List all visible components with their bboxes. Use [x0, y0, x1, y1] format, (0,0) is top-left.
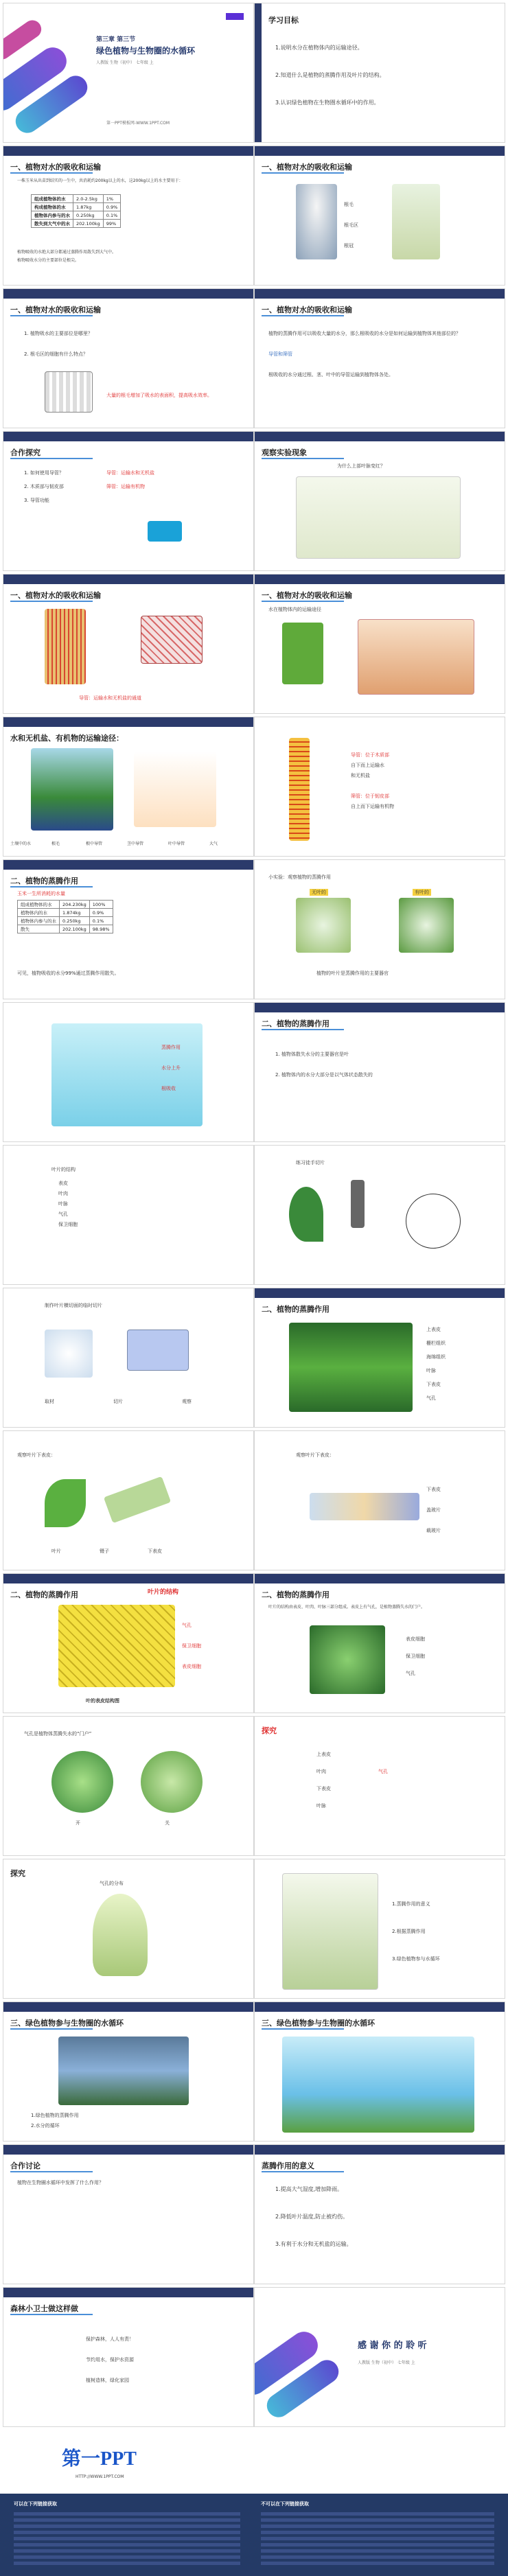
label: 下表皮 — [426, 1487, 441, 1492]
top-bar — [3, 146, 253, 156]
flow-step: 取材 — [45, 1399, 54, 1404]
top-bar — [255, 1288, 505, 1298]
conclusion: 导管：运输水和无机盐的通道 — [79, 695, 141, 701]
section-title: 森林小卫士做这样做 — [10, 2304, 78, 2313]
section-title: 合作探究 — [10, 448, 41, 457]
water-table: 组成植物体的水 204.230kg 100% 植物体内的水 1.874kg 0.9% 植物体内参与的水 0.250kg 0.1% 散失 202.100kg 98.98% — [17, 900, 113, 933]
flow-step: 叶中导管 — [168, 842, 185, 846]
water-table: 组成植物体的水 2.0-2.5kg 1% 构成植物体的水 1.87kg 0.9% 植物体内参与的水 0.250kg 0.1% 散失到大气中的水 202.100kg 99% — [31, 194, 121, 228]
item: 叶肉 — [316, 1769, 326, 1774]
title-underline — [10, 2171, 93, 2172]
subtitle: 气孔是植物体蒸腾失水的“门户” — [24, 1731, 92, 1737]
item: 和无机盐 — [351, 773, 370, 778]
stomata-closed — [141, 1751, 203, 1813]
slide-32[interactable] — [254, 2144, 505, 2284]
blade-icon — [351, 1180, 365, 1228]
question: 为什么上部叶脉变红？ — [337, 463, 385, 469]
label: 根冠 — [344, 243, 354, 248]
edition-label: 人教版 生物（初中） 七年级 上 — [96, 60, 154, 65]
slide-goals[interactable] — [254, 3, 505, 143]
section-title: 一、植物对水的吸收和运输 — [10, 591, 101, 600]
slide-12[interactable] — [254, 717, 505, 857]
item: 保卫细胞 — [58, 1222, 78, 1227]
slide-15[interactable] — [3, 1002, 254, 1142]
plant-no-leaf — [296, 898, 351, 953]
slide-7[interactable] — [3, 431, 254, 571]
thanks-text: 感 谢 你 的 聆 听 — [358, 2341, 427, 2351]
top-bar — [255, 432, 505, 441]
label: 有叶的 — [413, 889, 431, 896]
item: 筛管：位于韧皮部 — [351, 793, 389, 799]
section-title: 一、植物对水的吸收和运输 — [262, 305, 352, 314]
description: 叶片的结构由表皮、叶肉、叶脉三部分组成。表皮上有气孔，是植物蒸腾失水的门户。 — [268, 1605, 426, 1610]
item: 表皮 — [58, 1181, 68, 1186]
slide-23[interactable] — [3, 1573, 254, 1713]
top-bar — [3, 289, 253, 299]
flow-step: 茎中导管 — [127, 842, 144, 846]
goal-item: 1.说明水分在植物体内的运输途径。 — [275, 45, 363, 51]
top-bar — [255, 289, 505, 299]
section-diagram — [358, 619, 474, 695]
label: 叶片 — [51, 1548, 61, 1554]
stomata-image — [310, 1625, 385, 1694]
root-tip-image — [296, 184, 337, 259]
item: 1.绿色植物的蒸腾作用 — [31, 2113, 79, 2118]
section-title: 二、植物的蒸腾作用 — [10, 877, 78, 885]
label: 无叶的 — [310, 889, 328, 896]
top-bar — [255, 1003, 505, 1012]
section-title: 探究 — [10, 1869, 25, 1878]
goals-title: 学习目标 — [268, 16, 299, 25]
slide-22[interactable] — [254, 1430, 505, 1570]
top-bar — [255, 2002, 505, 2012]
title-underline — [10, 458, 93, 459]
dish-icon — [406, 1194, 461, 1249]
slide-14[interactable] — [254, 859, 505, 999]
slide-18[interactable] — [254, 1145, 505, 1285]
slide-6[interactable] — [254, 288, 505, 428]
slide-image — [45, 1330, 93, 1378]
stem-image — [289, 738, 310, 841]
top-bar — [3, 432, 253, 441]
title-underline — [10, 315, 93, 316]
leaf-image — [282, 623, 323, 684]
slide-24[interactable] — [254, 1573, 505, 1713]
section-title: 二、植物的蒸腾作用 — [262, 1590, 330, 1599]
label: 保卫细胞 — [182, 1643, 201, 1649]
slide-image — [127, 1330, 189, 1371]
item: 3. 导管功能 — [24, 498, 49, 503]
label: 保卫细胞 — [406, 1653, 425, 1659]
section-title: 观察实验现象 — [262, 448, 307, 457]
cover-title: 绿色植物与生物圈的水循环 — [96, 46, 196, 56]
item: 1. 如何使用导管？ — [24, 470, 64, 476]
slide-17[interactable] — [3, 1145, 254, 1285]
section-title: 三、绿色植物参与生物圈的水循环 — [10, 2019, 124, 2028]
item: 1.提高大气湿度,增加降雨。 — [275, 2186, 343, 2192]
item: 2. 植物体内的水分大部分是以气体状态散失的 — [275, 1072, 373, 1078]
label: 下表皮 — [148, 1548, 162, 1554]
label: 镊子 — [100, 1548, 109, 1554]
plant-with-leaf — [399, 898, 454, 953]
item: 自上而下运输有机物 — [351, 804, 394, 809]
label: 表皮细胞 — [182, 1664, 201, 1669]
label: 关 — [165, 1820, 170, 1826]
section-title: 合作讨论 — [10, 2161, 41, 2170]
item: 2. 木质部与韧皮部 — [24, 484, 64, 489]
title-underline — [10, 601, 93, 602]
label: 根毛 — [344, 202, 354, 207]
title-underline — [262, 315, 344, 316]
footer-link-list[interactable] — [261, 2512, 494, 2567]
slide-16[interactable] — [254, 1002, 505, 1142]
slide-8[interactable] — [254, 431, 505, 571]
slide-31[interactable] — [3, 2144, 254, 2284]
cell-diagram — [45, 371, 93, 413]
slide-20[interactable] — [254, 1288, 505, 1428]
leaf-icon — [45, 1479, 86, 1527]
title-underline — [10, 2028, 93, 2030]
label: 盖玻片 — [426, 1507, 441, 1513]
slide-30[interactable] — [254, 2001, 505, 2142]
label: 开 — [76, 1820, 80, 1826]
side-bar — [255, 3, 262, 142]
top-bar — [3, 575, 253, 584]
subtitle: 玉米一生所消耗的水量 — [17, 891, 65, 896]
note-text: 植物吸收的水绝大部分都通过蒸腾作用散失到大气中。 — [17, 250, 117, 255]
flow-step: 根中导管 — [86, 842, 103, 846]
top-bar — [3, 717, 253, 727]
item: 2.根据蒸腾作用 — [392, 1929, 426, 1934]
item: 气孔 — [58, 1211, 68, 1217]
section-title: 一、植物对水的吸收和运输 — [262, 591, 352, 600]
footnote: 植物的叶片是蒸腾作用的主要器官 — [316, 971, 389, 976]
slide-apparatus — [310, 1493, 419, 1520]
item: 自下而上运输水 — [351, 763, 384, 768]
item: 气孔 — [378, 1769, 388, 1774]
slide-thanks[interactable] — [254, 2287, 505, 2427]
slide-19[interactable] — [3, 1288, 254, 1428]
item: 3.有利于水分和无机盐的运输。 — [275, 2241, 352, 2247]
label: 水分上升 — [161, 1065, 181, 1071]
stem-section — [45, 609, 86, 684]
leaf-icon — [289, 1187, 323, 1242]
slide-4[interactable] — [254, 146, 505, 286]
stomata-open — [51, 1751, 113, 1813]
chapter-label: 第三章 第三节 — [96, 36, 136, 43]
flow-step: 根毛 — [51, 842, 60, 846]
label: 叶脉 — [426, 1368, 436, 1373]
note-text: 植物吸收水分的主要部位是根尖。 — [17, 258, 80, 263]
question: 小实验：观察植物的蒸腾作用 — [268, 874, 331, 880]
plant-water-diagram — [282, 1873, 378, 1990]
question: 气孔的分布 — [100, 1881, 124, 1886]
keyword: 导管和筛管 — [268, 351, 292, 357]
top-bar — [3, 1574, 253, 1583]
item: 植树造林，绿化家园 — [86, 2378, 129, 2383]
label: 载玻片 — [426, 1528, 441, 1533]
slide-26[interactable] — [254, 1716, 505, 1856]
question: 1. 植物吸水的主要部位是哪里？ — [24, 331, 93, 336]
footer-link-list[interactable] — [14, 2512, 240, 2567]
note: 导管：运输水和无机盐 — [106, 470, 154, 476]
title-underline — [262, 2028, 344, 2030]
water-cycle-photo — [58, 2037, 189, 2105]
title-underline — [262, 172, 344, 174]
section-title: 一、植物对水的吸收和运输 — [10, 305, 101, 314]
top-bar — [255, 2145, 505, 2155]
label: 气孔 — [406, 1671, 415, 1676]
site-label: 第一PPT模板网-WWW.1PPT.COM — [106, 121, 170, 126]
logo-badge — [226, 13, 244, 20]
subtitle: 观察叶片下表皮： — [17, 1452, 56, 1458]
title-underline — [262, 1029, 344, 1030]
footer-right-title: 不可以在下列链接获取 — [261, 2501, 309, 2507]
slide-11[interactable] — [3, 717, 254, 857]
slide-25[interactable] — [3, 1716, 254, 1856]
leaf-structure-3d — [289, 1323, 413, 1412]
title-underline — [10, 886, 93, 887]
pipe-icon — [148, 521, 182, 542]
label: 栅栏组织 — [426, 1341, 446, 1346]
label: 根毛区 — [344, 222, 358, 228]
label: 下表皮 — [426, 1382, 441, 1387]
root-hair-image — [392, 184, 440, 259]
intro-text: 一株玉米从出苗到结实的一生中，共消耗约200kg以上的水，这200kg以上的水主要用于： — [17, 178, 183, 183]
item: 3.绿色植物参与水循环 — [392, 1956, 440, 1962]
arrow-diagram — [134, 752, 216, 827]
section-title: 三、绿色植物参与生物圈的水循环 — [262, 2019, 375, 2028]
title-underline — [262, 2171, 344, 2172]
footer-panel — [0, 2435, 508, 2576]
section-title: 一、植物对水的吸收和运输 — [10, 163, 101, 172]
top-bar — [255, 1574, 505, 1583]
slide-13[interactable] — [3, 859, 254, 999]
item: 叶脉 — [316, 1803, 326, 1809]
label: 蒸腾作用 — [161, 1045, 181, 1050]
slide-cover[interactable] — [3, 3, 254, 143]
item: 节约用水，保护水资源 — [86, 2357, 134, 2363]
plant-diagram — [31, 748, 113, 831]
label: 上表皮 — [426, 1327, 441, 1332]
title-underline — [10, 172, 93, 174]
slide-33[interactable] — [3, 2287, 254, 2427]
top-bar — [255, 575, 505, 584]
water-cycle-diagram — [282, 2037, 474, 2133]
item: 保护森林，人人有责！ — [86, 2336, 134, 2342]
subtitle: 观察叶片下表皮： — [296, 1452, 334, 1458]
subtitle: 叶片的结构 — [51, 1167, 76, 1172]
subtitle: 练习徒手切片 — [296, 1160, 325, 1165]
peel-icon — [104, 1476, 171, 1523]
footer-url[interactable]: HTTP://WWW.1PPT.COM — [76, 2474, 124, 2479]
section-title: 二、植物的蒸腾作用 — [262, 1305, 330, 1314]
section-title: 二、植物的蒸腾作用 — [10, 1590, 78, 1599]
item: 2.水分的循环 — [31, 2123, 60, 2128]
slide-29[interactable] — [3, 2001, 254, 2142]
question: 植物在生物圈水循环中发挥了什么作用？ — [17, 2180, 104, 2185]
note: 筛管：运输有机物 — [106, 484, 145, 489]
caption: 叶的表皮结构图 — [86, 1698, 119, 1704]
section-title: 探究 — [262, 1726, 277, 1735]
answer: 大量的根毛增加了吸水的表面积，提高吸水效率。 — [106, 393, 212, 398]
slide-3[interactable] — [3, 146, 254, 286]
section-title: 蒸腾作用的意义 — [262, 2161, 314, 2170]
title-underline — [10, 2314, 93, 2315]
question: 2. 根毛区的细胞有什么特点？ — [24, 351, 88, 357]
top-bar — [3, 860, 253, 870]
item: 1. 植物体散失水分的主要器官是叶 — [275, 1052, 349, 1057]
question: 植物的蒸腾作用可以吸收大量的水分，那么根吸收的水分是如何运输到植物体其他部位的？ — [268, 331, 461, 336]
subtitle: 制作叶片横切面的临时切片 — [45, 1303, 102, 1308]
slide-10[interactable] — [254, 574, 505, 714]
footer-left-title: 可以在下列链接获取 — [14, 2501, 57, 2507]
label: 根吸收 — [161, 1086, 176, 1091]
item: 下表皮 — [316, 1786, 331, 1791]
section-title: 一、植物对水的吸收和运输 — [262, 163, 352, 172]
label: 海绵组织 — [426, 1354, 446, 1360]
section-title: 水和无机盐、有机物的运输途径： — [10, 734, 124, 743]
title-underline — [262, 458, 344, 459]
edition-label: 人教版 生物（初中） 七年级 上 — [358, 2360, 415, 2365]
item: 上表皮 — [316, 1752, 331, 1757]
slide-27[interactable] — [3, 1859, 254, 1999]
slide-5[interactable] — [3, 288, 254, 428]
slide-28[interactable] — [254, 1859, 505, 1999]
item: 2.降低叶片温度,防止被灼伤。 — [275, 2214, 349, 2220]
top-bar — [3, 2145, 253, 2155]
goal-item: 3.认识绿色植物在生物圈水循环中的作用。 — [275, 100, 380, 106]
top-bar — [3, 2288, 253, 2297]
vessel-image — [141, 616, 203, 664]
flow-step: 观察 — [182, 1399, 192, 1404]
title-underline — [262, 601, 344, 602]
item: 叶肉 — [58, 1191, 68, 1196]
footnote: 可见，植物吸收的水分99%通过蒸腾作用散失。 — [17, 971, 119, 976]
top-bar — [3, 2002, 253, 2012]
footer-logo: 第一PPT — [62, 2448, 137, 2470]
answer: 根吸收的水分通过根、茎、叶中的导管运输到植物体各处。 — [268, 372, 393, 378]
top-bar — [255, 146, 505, 156]
flow-step: 切片 — [113, 1399, 123, 1404]
label: 气孔 — [182, 1623, 192, 1628]
slide-21[interactable] — [3, 1430, 254, 1570]
experiment-image — [296, 476, 461, 559]
tree-diagram — [51, 1023, 203, 1126]
goal-item: 2.知道什么是植物的蒸腾作用及叶片的结构。 — [275, 72, 385, 78]
label: 气孔 — [426, 1395, 436, 1401]
slide-9[interactable] — [3, 574, 254, 714]
epidermis-image — [58, 1605, 175, 1687]
item: 叶脉 — [58, 1201, 68, 1207]
label: 表皮细胞 — [406, 1636, 425, 1642]
slide-subtitle: 叶片的结构 — [148, 1589, 179, 1596]
flow-step: 大气 — [209, 842, 218, 846]
leaf-cross-image — [93, 1894, 148, 1976]
item: 1.蒸腾作用的意义 — [392, 1901, 430, 1907]
flow-step: 土壤中的水 — [10, 842, 32, 846]
subtitle: 水在植物体内的运输途径 — [268, 607, 321, 612]
section-title: 二、植物的蒸腾作用 — [262, 1019, 330, 1028]
item: 导管：位于木质部 — [351, 752, 389, 758]
